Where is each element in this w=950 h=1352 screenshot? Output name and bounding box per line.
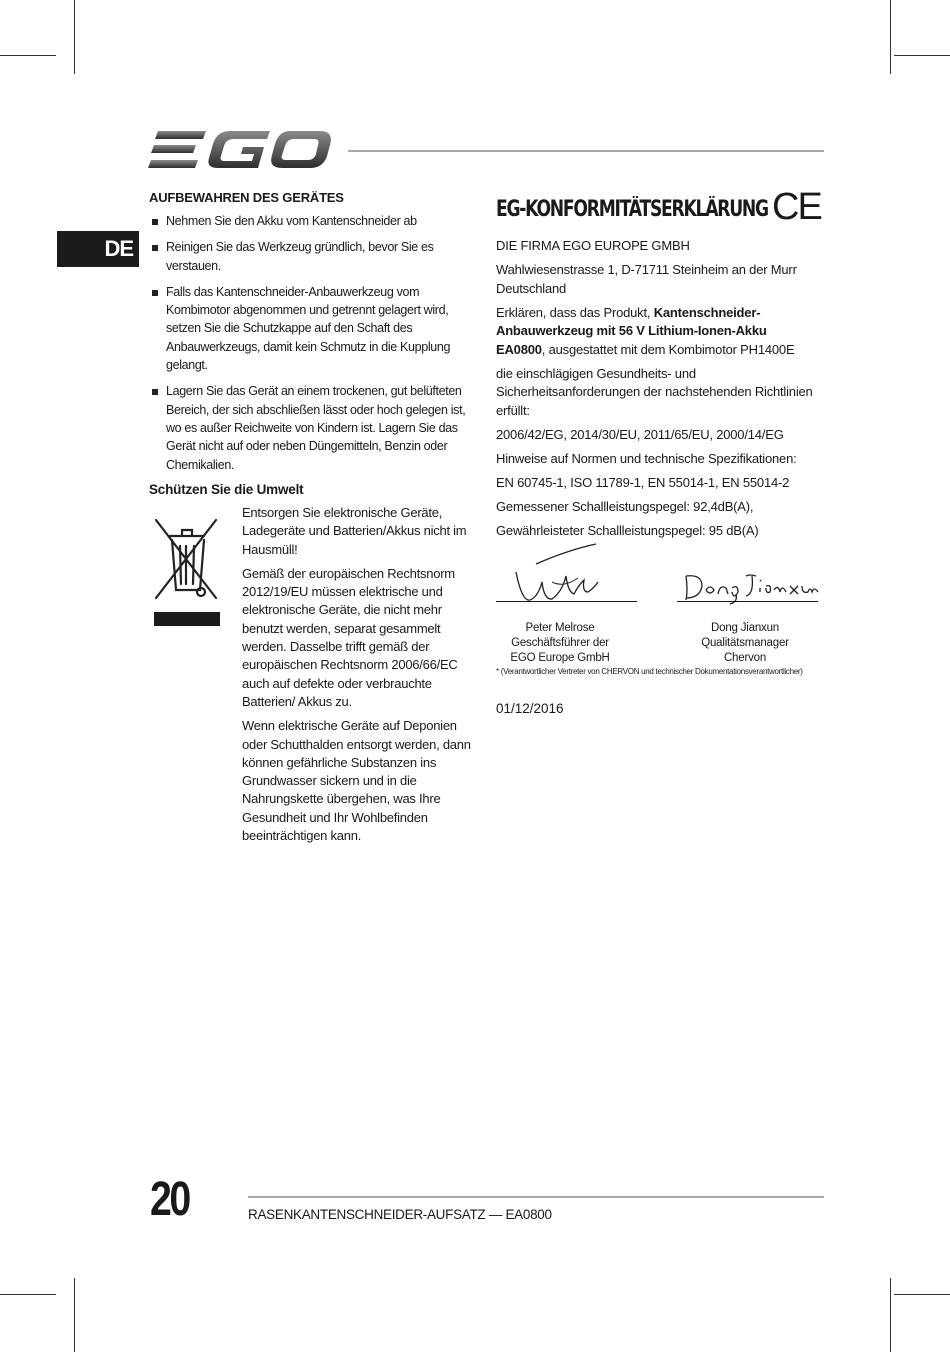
footer-title: RASENKANTENSCHNEIDER-AUFSATZ — EA0800 <box>248 1207 552 1222</box>
crop-mark-tr-v <box>890 0 891 74</box>
ego-logo <box>148 128 334 172</box>
signatory-right <box>675 621 815 666</box>
signatory-role: Geschäftsführer der <box>511 637 609 649</box>
storage-bullets <box>150 212 476 482</box>
environment-text <box>242 504 478 851</box>
signature-line-right <box>677 601 818 602</box>
page-number: 20 <box>150 1173 189 1226</box>
conformity-title: EG-KONFORMITÄTSERKLÄRUNG <box>496 197 768 222</box>
environment-paragraph: Entsorgen Sie elektronische Geräte, Ladegeräte und Batterien/Akkus nicht im Hausmüll! <box>242 505 467 557</box>
product-name: Kantenschneider-Anbauwerkzeug mit 56 V Lithium-Ionen-Akku EA0800 <box>496 304 767 357</box>
conformity-body <box>496 237 818 546</box>
storage-bullet: Lagern Sie das Gerät an einem trockenen, gut belüfteten Bereich, der sich abschließen lässt oder hoch gelegen ist, wo es außer Reichweite von Kindern ist. Lagern Sie das Gerät nicht auf oder neben Düngemitteln, Benzin oder Chemikalien. <box>150 382 476 473</box>
declaration-date: 01/12/2016 <box>496 701 564 716</box>
signatory-org: EGO Europe GmbH <box>510 652 610 664</box>
storage-bullet: Reinigen Sie das Werkzeug gründlich, bevor Sie es verstauen. <box>150 238 476 275</box>
signature-melrose <box>508 542 618 606</box>
crop-mark-br-v <box>890 1278 891 1352</box>
measured-sound-level: Gemessener Schallleistungspegel: 92,4dB(A), <box>496 498 754 514</box>
storage-title: AUFBEWAHREN DES GERÄTES <box>149 190 344 205</box>
signatory-role: Qualitätsmanager <box>701 637 789 649</box>
standards-label: Hinweise auf Normen und technische Spezifikationen: <box>496 450 797 466</box>
storage-bullet: Falls das Kantenschneider-Anbauwerkzeug vom Kombimotor abgenommen und getrennt gelagert wird, setzen Sie die Schutzkappe auf den Schaft des Anbauwerkzeugs, damit kein Schmutz in die Kupplung gelangt. <box>150 283 476 374</box>
footer-rule <box>248 1196 824 1198</box>
declaration-prefix: Erklären, dass das Produkt, <box>496 304 651 320</box>
environment-paragraph: Wenn elektrische Geräte auf Deponien oder Schutthalden entsorgt werden, dann können gefährliche Substanzen ins Grundwasser sickern und in die Nahrungskette übergehen, was Ihre Gesundheit und Ihr Wohlbefinden beeinträchtigen kann. <box>242 718 471 844</box>
storage-bullet: Nehmen Sie den Akku vom Kantenschneider ab <box>150 212 476 230</box>
guaranteed-sound-level: Gewährleisteter Schallleistungspegel: 95 dB(A) <box>496 522 759 538</box>
crop-mark-bl-h <box>0 1294 56 1295</box>
language-tab <box>57 231 139 267</box>
crop-mark-tl-h <box>0 55 56 56</box>
footnote: * (Verantwortlicher Vertreter von CHERVON und technischer Dokumentationsverantwortlicher) <box>496 667 803 676</box>
crop-mark-br-h <box>894 1294 950 1295</box>
company-name: DIE FIRMA EGO EUROPE GMBH <box>496 238 690 253</box>
signatory-name: Dong Jianxun <box>711 622 779 634</box>
company-address: Wahlwiesenstrasse 1, D-71711 Steinheim an der Murr Deutschland <box>496 262 797 296</box>
signatory-name: Peter Melrose <box>525 622 595 634</box>
crop-mark-bl-v <box>74 1278 75 1352</box>
weee-crossed-bin-icon <box>152 514 222 630</box>
signature-line-left <box>496 601 637 602</box>
environment-title: Schützen Sie die Umwelt <box>149 482 304 497</box>
signature-dong <box>680 566 820 606</box>
crop-mark-tr-h <box>894 55 950 56</box>
environment-paragraph: Gemäß der europäischen Rechtsnorm 2012/19/EU müssen elektrische und elektronische Geräte, die nicht mehr benutzt werden, separat gesammelt werden. Dasselbe trifft gemäß der europäischen Rechtsnorm 2006/66/EC auch auf defekte oder verbrauchte Batterien/ Akkus zu. <box>242 565 458 709</box>
signatory-left <box>490 621 630 666</box>
requirements: die einschlägigen Gesundheits- und Sicherheitsanforderungen der nachstehenden Richtlinien erfüllt: <box>496 365 813 418</box>
header-rule <box>348 150 824 152</box>
declaration-suffix: , ausgestattet mit dem Kombimotor PH1400E <box>541 341 795 357</box>
declaration <box>496 304 818 360</box>
standards: EN 60745-1, ISO 11789-1, EN 55014-1, EN 55014-2 <box>496 474 790 490</box>
ce-mark: CE <box>772 186 821 228</box>
signatory-org: Chervon <box>723 652 767 664</box>
language-tab-label: DE <box>104 236 133 261</box>
directives: 2006/42/EG, 2014/30/EU, 2011/65/EU, 2000/14/EG <box>496 426 784 442</box>
crop-mark-tl-v <box>74 0 75 74</box>
